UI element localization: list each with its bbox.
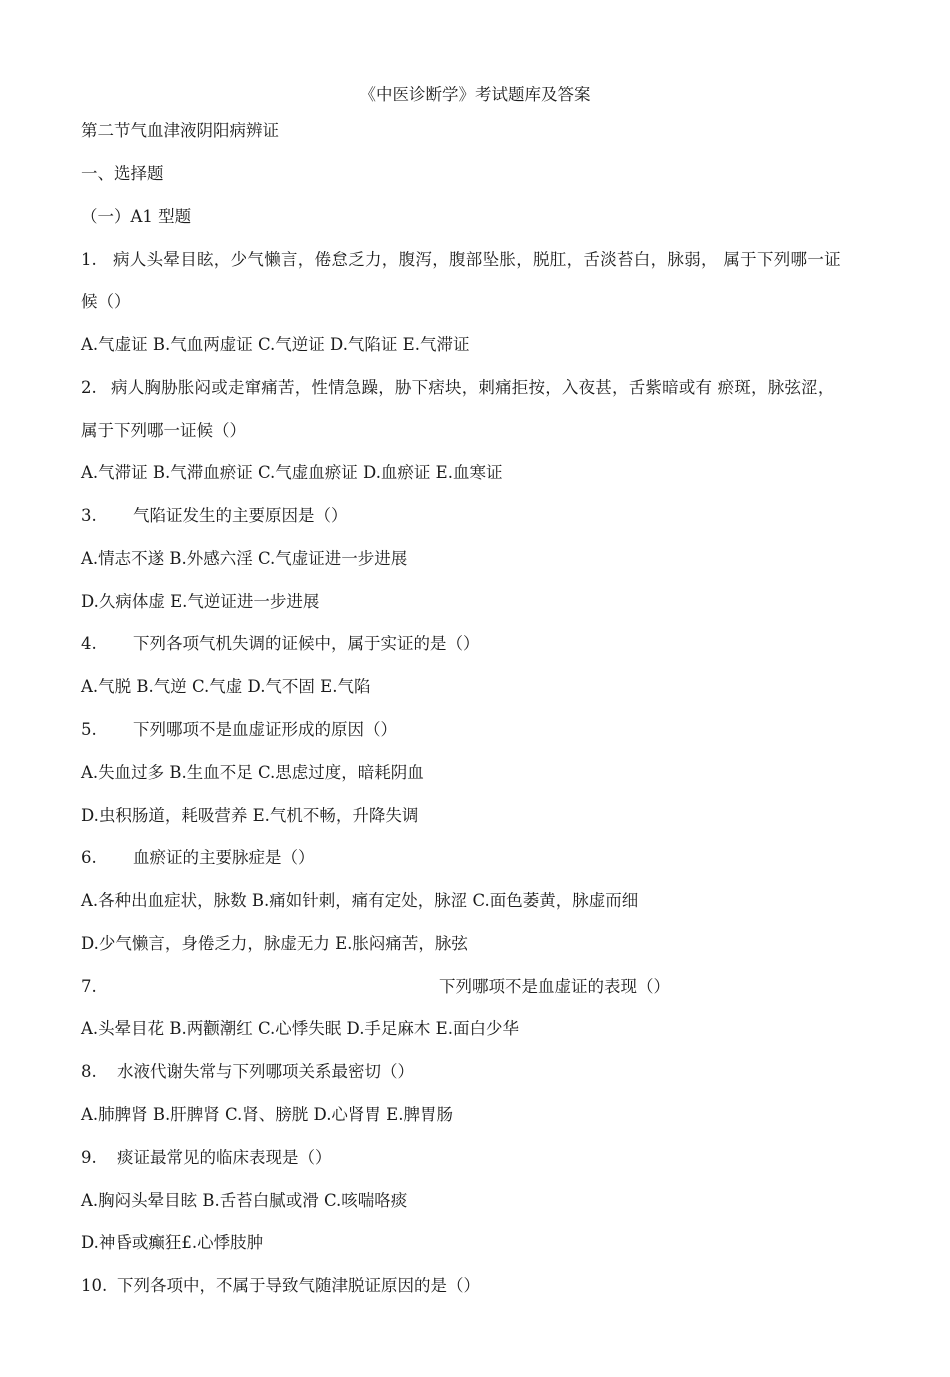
question-1-options: A.气虚证 B.气血两虚证 C.气逆证 D.气陷证 E.气滞证 — [81, 335, 470, 354]
question-number: 2. — [81, 378, 97, 397]
question-text: 下列各项气机失调的证候中，属于实证的是（） — [133, 634, 480, 653]
question-4-stem — [81, 633, 910, 655]
question-text: 下列各项中，不属于导致气随津脱证原因的是（） — [117, 1276, 480, 1295]
question-7-stem — [81, 976, 910, 998]
question-text: 血瘀证的主要脉症是（） — [133, 848, 315, 867]
question-number: 6. — [81, 848, 97, 867]
question-number: 5. — [81, 720, 97, 739]
question-7-options: A.头晕目花 B.两颧潮红 C.心悸失眠 D.手足麻木 E.面白少华 — [81, 1019, 519, 1038]
question-number: 9. — [81, 1148, 97, 1167]
part-heading: 一、选择题 — [81, 164, 164, 183]
question-3-stem — [81, 505, 910, 527]
question-text: 下列哪项不是血虚证的表现（） — [439, 977, 670, 996]
question-text: 下列哪项不是血虚证形成的原因（） — [133, 720, 397, 739]
question-6-stem — [81, 847, 910, 869]
question-9-options-1: A.胸闷头晕目眩 B.舌苔白腻或滑 C.咳喘咯痰 — [81, 1191, 408, 1210]
question-2-stem-cont: 属于下列哪一证候（） — [81, 421, 246, 440]
question-8-stem — [81, 1061, 910, 1083]
question-text: 病人胸胁胀闷或走窜痛苦，性情急躁，胁下痞块，刺痛拒按，入夜甚，舌紫暗或有 瘀斑，脉弦涩， — [111, 378, 835, 397]
question-text: 气陷证发生的主要原因是（） — [133, 506, 348, 525]
section-heading: 第二节气血津液阴阳病辨证 — [81, 121, 279, 140]
question-10-stem — [81, 1275, 910, 1297]
question-9-stem — [81, 1147, 910, 1169]
question-4-options: A.气脱 B.气逆 C.气虚 D.气不固 E.气陷 — [81, 677, 371, 696]
question-number: 7. — [81, 977, 97, 996]
question-5-options-1: A.失血过多 B.生血不足 C.思虑过度，暗耗阴血 — [81, 763, 424, 782]
question-number: 1. — [81, 250, 97, 269]
question-1-stem — [81, 249, 910, 271]
question-5-stem — [81, 719, 910, 741]
question-number: 10. — [81, 1276, 108, 1295]
question-2-options: A.气滞证 B.气滞血瘀证 C.气虚血瘀证 D.血瘀证 E.血寒证 — [81, 463, 503, 482]
document-title: 《中医诊断学》考试题库及答案 — [359, 85, 591, 104]
question-1-stem-cont: 候（） — [81, 292, 131, 311]
question-6-options-1: A.各种出血症状，脉数 B.痛如针刺，痛有定处，脉涩 C.面色萎黄，脉虚而细 — [81, 891, 639, 910]
question-6-options-2: D.少气懒言，身倦乏力，脉虚无力 E.胀闷痛苦，脉弦 — [81, 934, 468, 953]
subpart-heading: （一）A1 型题 — [81, 207, 192, 226]
question-5-options-2: D.虫积肠道，耗吸营养 E.气机不畅，升降失调 — [81, 806, 419, 825]
question-3-options-2: D.久病体虚 E.气逆证进一步进展 — [81, 592, 320, 611]
question-9-options-2: D.神昏或癫狂£.心悸肢肿 — [81, 1233, 264, 1252]
question-number: 8. — [81, 1062, 97, 1081]
question-text: 痰证最常见的临床表现是（） — [117, 1148, 332, 1167]
question-number: 4. — [81, 634, 97, 653]
question-number: 3. — [81, 506, 97, 525]
question-3-options-1: A.情志不遂 B.外感六淫 C.气虚证进一步进展 — [81, 549, 408, 568]
question-2-stem — [81, 377, 910, 399]
question-text: 水液代谢失常与下列哪项关系最密切（） — [117, 1062, 414, 1081]
question-text: 病人头晕目眩，少气懒言，倦怠乏力，腹泻，腹部坠胀，脱肛，舌淡苔白，脉弱， 属于下列哪一证 — [113, 250, 841, 269]
question-8-options: A.肺脾肾 B.肝脾肾 C.肾、膀胱 D.心肾胃 E.脾胃肠 — [81, 1105, 453, 1124]
